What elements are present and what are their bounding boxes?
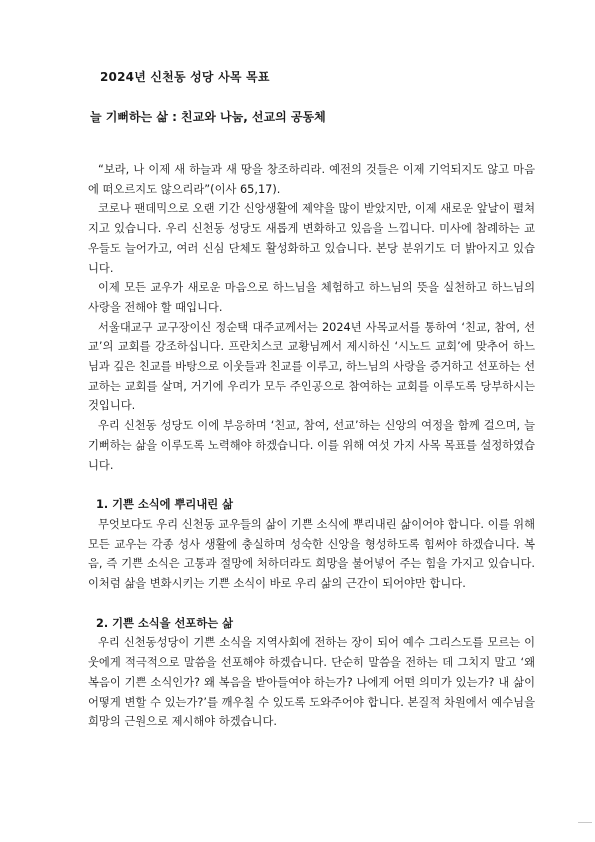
section-heading: 1. 기쁜 소식에 뿌리내린 삶 — [96, 498, 234, 512]
section-text: 무엇보다도 우리 신천동 교우들의 삶이 기쁜 소식에 뿌리내린 삶이어야 합니다. 이를 위해 모든 교우는 각종 성사 생활에 충실하며 성숙한 신앙을 형성하도록 힘써야 하겠습니다. 복음, 즉 기쁜 소식은 고통과 절망에 처하더라도 희망을 불어넣어 주는 힘을 가지고 있습니다. 이처럼 삶을 변화시키는 기쁜 소식이 바로 우리 삶의 근간이 되어야만 합니다. — [88, 517, 535, 591]
section-text: 우리 신천동성당이 기쁜 소식을 지역사회에 전하는 장이 되어 예수 그리스도를 모르는 이웃에게 적극적으로 말씀을 선포해야 하겠습니다. 단순히 말씀을 전하는 데 그치지 말고 ‘왜 복음이 기쁜 소식인가? 왜 복음을 받아들여야 하는가? 나에게 어떤 의미가 있는가? 내 삶이 어떻게 변할 수 있는가?’를 깨우칠 수 있도록 도와주어야 합니다. 본질적 차원에서 예수님을 희망의 근원으로 제시해야 하겠습니다. — [88, 636, 535, 729]
intro-paragraph: 이제 모든 교우가 새로운 마음으로 하느님을 체험하고 하느님의 뜻을 실천하고 하느님의 사랑을 전해야 할 때입니다. — [88, 281, 535, 314]
scripture-quote: “보라, 나 이제 새 하늘과 새 땅을 창조하리라. 예전의 것들은 이제 기억되지도 않고 마음에 떠오르지도 않으리라”(이사 65,17). — [88, 163, 535, 196]
page-subtitle: 늘 기뻐하는 삶 : 친교와 나눔, 선교의 공동체 — [90, 110, 326, 124]
intro-paragraph: 서울대교구 교구장이신 정순택 대주교께서는 2024년 사목교서를 통하여 ‘친교, 참여, 선교’의 교회를 강조하십니다. 프란치스코 교황님께서 제시하신 ‘시노드 교회’에 맞추어 하느님과 깊은 친교를 바탕으로 이웃들과 친교를 이루고, 하느님의 사랑을 증거하고 선포하는 선교하는 교회를 살며, 거기에 우리가 모두 주인공으로 참여하는 교회를 이루도록 당부하시는 것입니다. — [88, 320, 535, 413]
scan-mark — [578, 822, 592, 823]
section-1 — [88, 495, 535, 594]
section-heading: 2. 기쁜 소식을 선포하는 삶 — [96, 616, 234, 630]
section-2 — [88, 614, 535, 732]
page-title: 2024년 신천동 성당 사목 목표 — [100, 70, 270, 84]
intro-paragraph: 우리 신천동 성당도 이에 부응하며 ‘친교, 참여, 선교’하는 신앙의 여정을 함께 걸으며, 늘 기뻐하는 삶을 이루도록 노력해야 하겠습니다. 이를 위해 여섯 가지 사목 목표를 설정하였습니다. — [88, 419, 535, 472]
document-body — [88, 160, 535, 732]
intro-paragraph: 코로나 팬데믹으로 오랜 기간 신앙생활에 제약을 많이 받았지만, 이제 새로운 앞날이 펼쳐지고 있습니다. 우리 신천동 성당도 새롭게 변화하고 있음을 느낍니다. 미사에 참례하는 교우들도 늘어가고, 여러 신심 단체도 활성화하고 있습니다. 본당 분위기도 더 밝아지고 있습니다. — [88, 202, 535, 275]
